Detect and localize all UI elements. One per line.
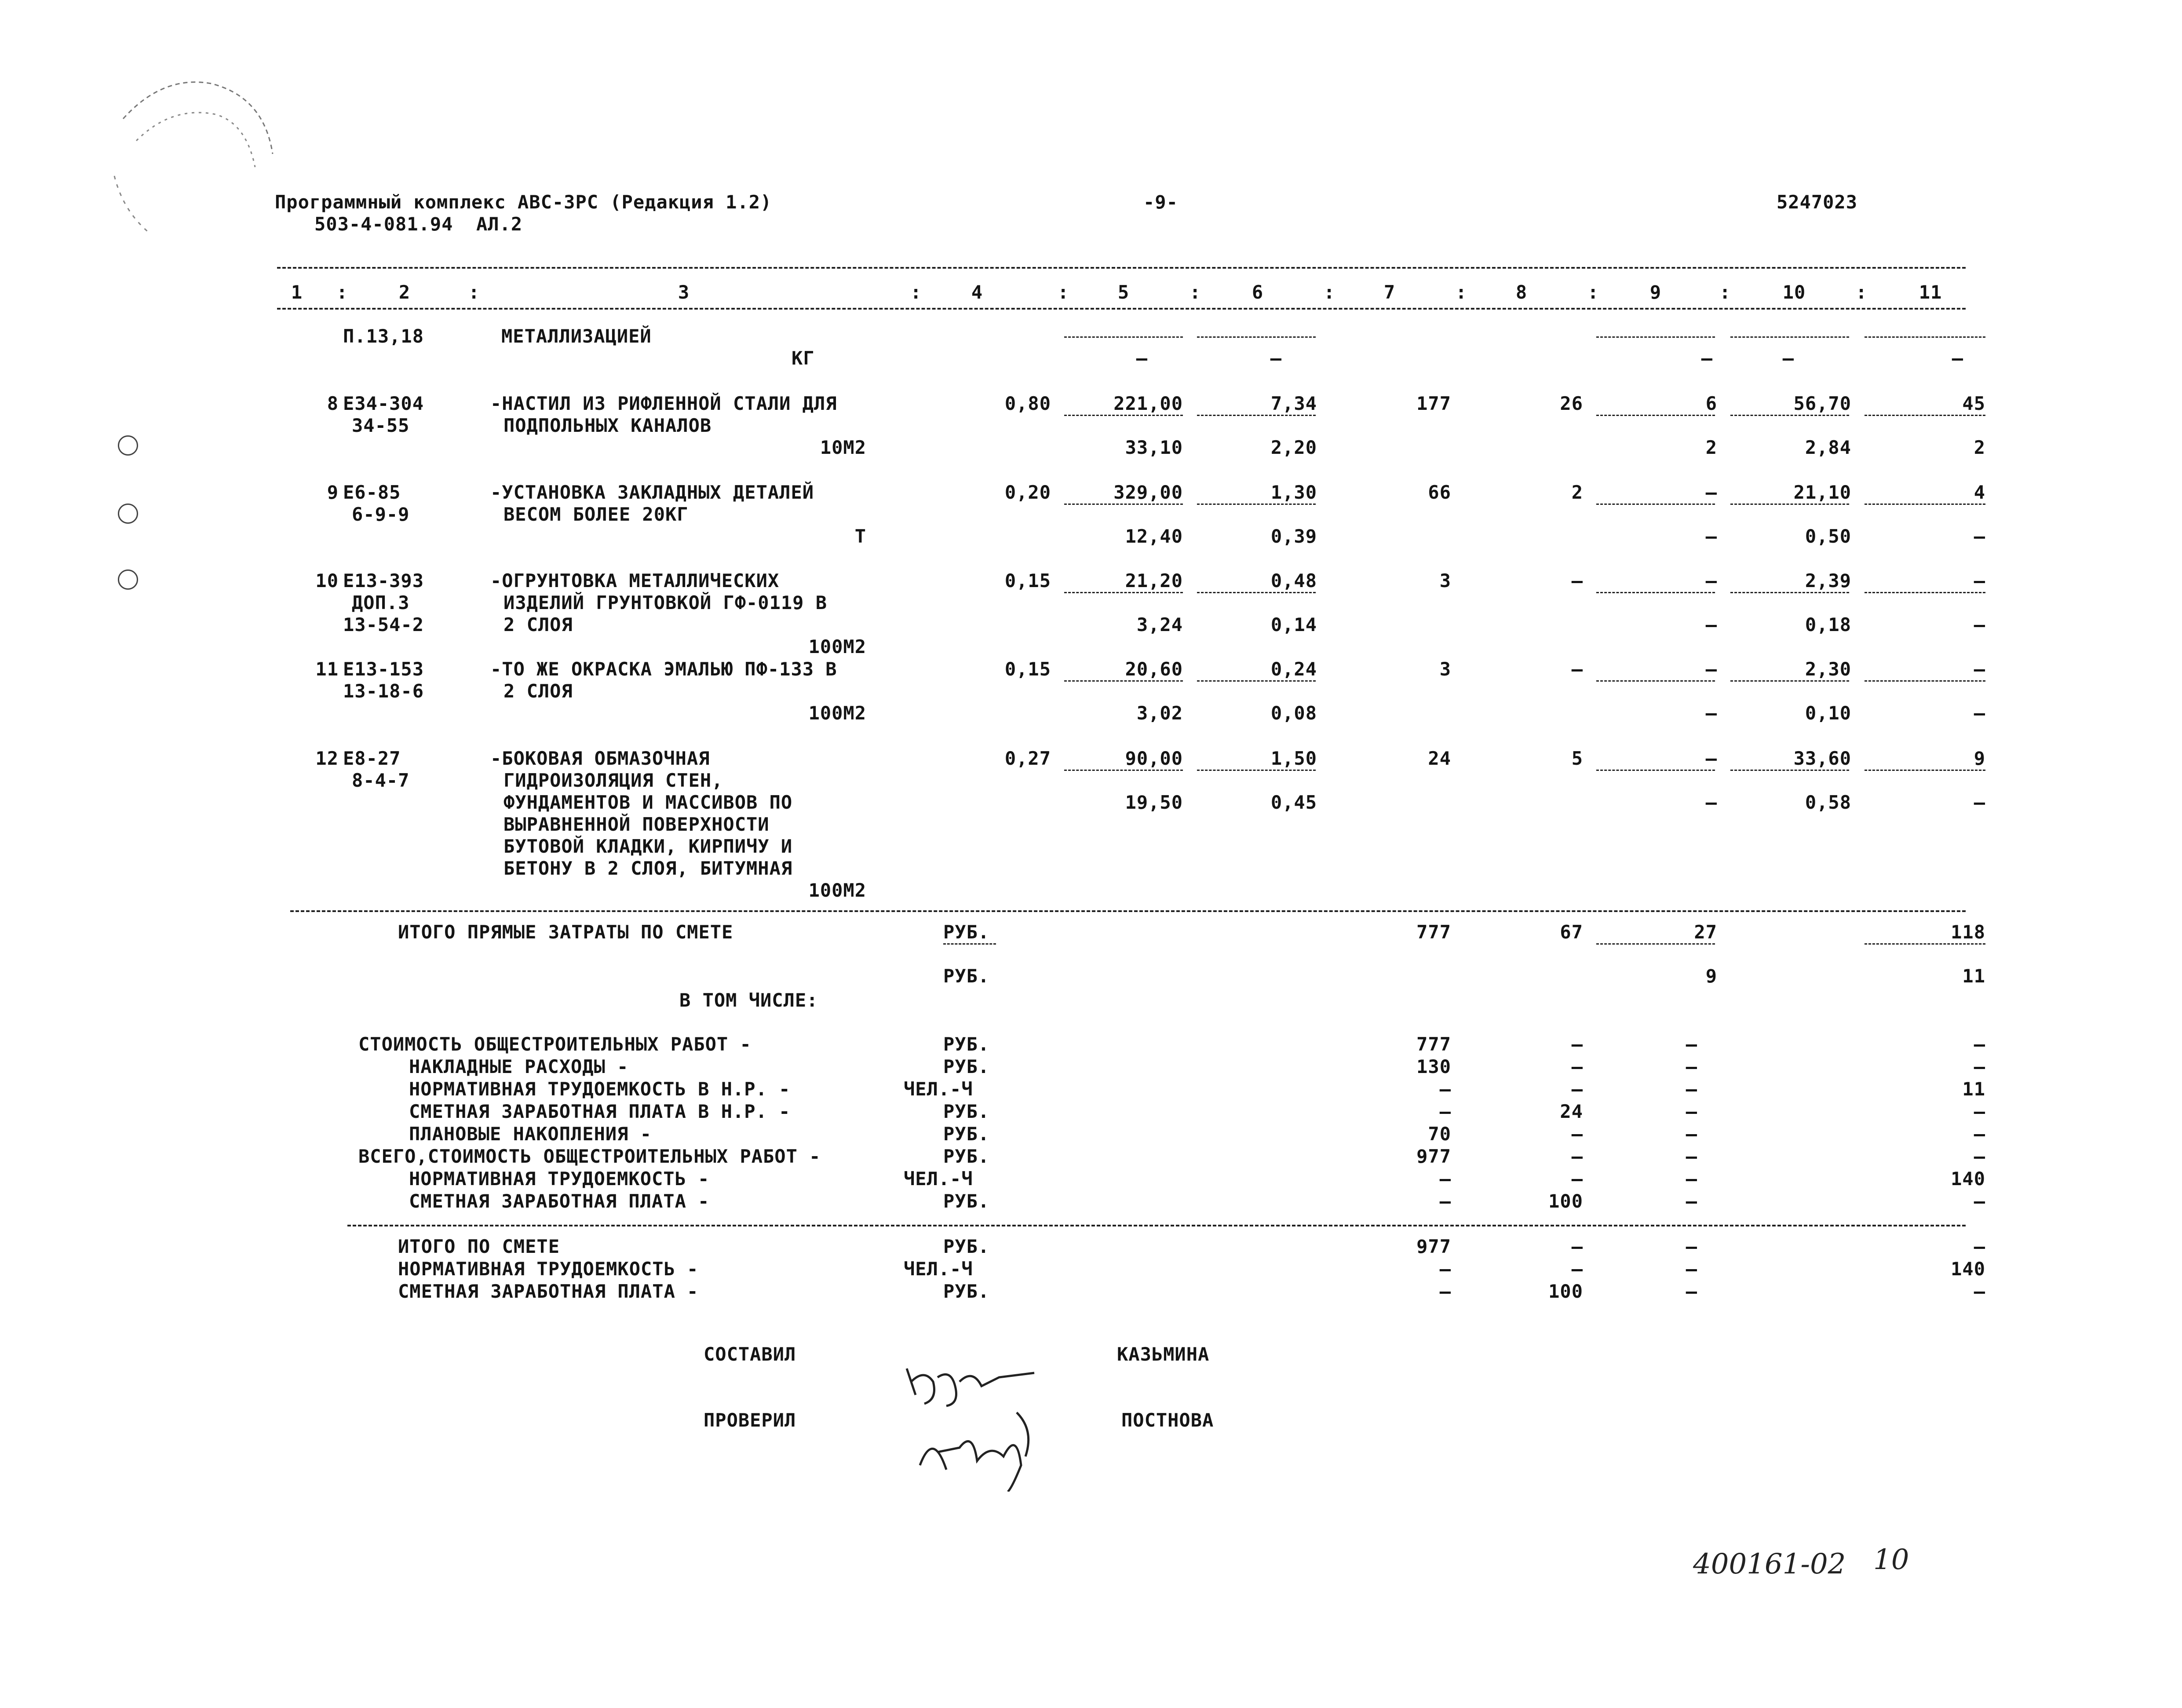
item-name: ПОДПОЛЬНЫХ КАНАЛОВ — [504, 415, 712, 436]
cell-divider — [1064, 336, 1183, 338]
checker-signature — [897, 1368, 1047, 1499]
cell-divider — [1865, 770, 1985, 771]
cell-value: – — [1974, 702, 1985, 724]
cell-value: 5 — [1571, 748, 1583, 769]
item-name: ИЗДЕЛИЙ ГРУНТОВКОЙ ГФ-0119 В — [504, 592, 828, 613]
cell-divider — [1197, 504, 1316, 505]
cell-value: – — [1439, 1078, 1451, 1100]
cell-value: – — [1686, 1168, 1697, 1190]
composed-label: СОСТАВИЛ — [704, 1343, 796, 1365]
cell-value: 140 — [1951, 1258, 1985, 1280]
total-label: НОРМАТИВНАЯ ТРУДОЕМКОСТЬ - — [398, 1258, 699, 1280]
table-header-rule — [277, 308, 1966, 310]
column-header-4: 4 — [971, 281, 983, 303]
item-name: ФУНДАМЕНТОВ И МАССИВОВ ПО — [504, 792, 793, 813]
column-divider: : — [1856, 281, 1868, 303]
cell-value: 24 — [1428, 748, 1451, 769]
cell-value: – — [1974, 1123, 1985, 1145]
cell-value: – — [1686, 1033, 1697, 1055]
cell-value: – — [1974, 1281, 1985, 1302]
breakdown-label: НОРМАТИВНАЯ ТРУДОЕМКОСТЬ В Н.Р. - — [409, 1078, 791, 1100]
item-name: -ОГРУНТОВКА МЕТАЛЛИЧЕСКИХ — [490, 570, 780, 591]
archive-number: 400161-02 — [1693, 1548, 1846, 1580]
cell-value: 177 — [1416, 393, 1451, 414]
cell-value: 140 — [1951, 1168, 1985, 1190]
cell-value: – — [1782, 347, 1794, 369]
column-divider: : — [1456, 281, 1467, 303]
cell-value: 0,08 — [1270, 702, 1317, 724]
cell-divider — [943, 943, 996, 945]
cell-value: 56,70 — [1793, 393, 1851, 414]
cell-divider — [1596, 592, 1715, 593]
cell-value: – — [1571, 1033, 1583, 1055]
column-header-5: 5 — [1117, 281, 1130, 303]
cell-divider — [1197, 680, 1316, 682]
column-divider: : — [1719, 281, 1731, 303]
cell-value: – — [1439, 1281, 1451, 1302]
cell-divider — [1865, 415, 1985, 416]
item-name: МЕТАЛЛИЗАЦИЕЙ — [501, 325, 652, 347]
cell-divider — [1730, 336, 1849, 338]
summary-rule — [347, 1225, 1966, 1226]
cell-value: 6 — [1705, 393, 1717, 414]
column-divider: : — [1587, 281, 1599, 303]
breakdown-label: СМЕТНАЯ ЗАРАБОТНАЯ ПЛАТА В Н.Р. - — [409, 1101, 791, 1122]
cell-value: 7,34 — [1270, 393, 1317, 414]
column-divider: : — [336, 281, 348, 303]
cell-value: – — [1686, 1281, 1697, 1302]
item-quantity: 0,20 — [1004, 482, 1051, 503]
cell-value: 9 — [1974, 748, 1985, 769]
item-code: Е34-304 — [343, 393, 424, 414]
cell-value: 118 — [1951, 921, 1985, 943]
breakdown-label: ВСЕГО,СТОИМОСТЬ ОБЩЕСТРОИТЕЛЬНЫХ РАБОТ - — [358, 1146, 821, 1167]
binder-hole — [118, 435, 138, 456]
cell-divider — [1197, 415, 1316, 416]
cell-value: 33,60 — [1793, 748, 1851, 769]
cell-value: 0,18 — [1805, 614, 1851, 635]
cell-value: – — [1705, 614, 1717, 635]
cell-value: 45 — [1962, 393, 1985, 414]
breakdown-unit: РУБ. — [943, 1033, 990, 1055]
item-code: Е8-27 — [343, 748, 401, 769]
column-divider: : — [910, 281, 922, 303]
item-name: -НАСТИЛ ИЗ РИФЛЕННОЙ СТАЛИ ДЛЯ — [490, 393, 837, 414]
cell-value: – — [1686, 1056, 1697, 1077]
cell-value: 0,50 — [1805, 526, 1851, 547]
column-header-8: 8 — [1515, 281, 1528, 303]
item-name: -УСТАНОВКА ЗАКЛАДНЫХ ДЕТАЛЕЙ — [490, 482, 814, 503]
item-code: 6-9-9 — [352, 504, 410, 525]
cell-divider — [1596, 943, 1715, 945]
project-number: 503-4-081.94 АЛ.2 — [314, 213, 523, 235]
cell-value: – — [1439, 1190, 1451, 1212]
page-number: -9- — [1143, 191, 1178, 213]
cell-divider — [1596, 504, 1715, 505]
totals-rule — [290, 910, 1966, 912]
cell-value: 11 — [1962, 1078, 1985, 1100]
cell-divider — [1865, 943, 1985, 945]
column-divider: : — [1190, 281, 1201, 303]
cell-value: – — [1974, 526, 1985, 547]
item-number: 8 — [327, 393, 339, 414]
cell-value: 3,24 — [1136, 614, 1183, 635]
cell-value: – — [1705, 702, 1717, 724]
item-quantity: 0,80 — [1004, 393, 1051, 414]
cell-value: 977 — [1416, 1146, 1451, 1167]
total-unit: РУБ. — [943, 1281, 990, 1302]
column-header-10: 10 — [1782, 281, 1806, 303]
cell-value: – — [1686, 1123, 1697, 1145]
cell-value: – — [1974, 1236, 1985, 1257]
sheet-number: 10 — [1873, 1544, 1909, 1576]
cell-divider — [1064, 504, 1183, 505]
cell-divider — [1064, 770, 1183, 771]
item-name: -ТО ЖЕ ОКРАСКА ЭМАЛЬЮ ПФ-133 В — [490, 658, 837, 680]
cell-value: – — [1571, 1123, 1583, 1145]
cell-value: – — [1439, 1101, 1451, 1122]
stamp-mark — [97, 66, 290, 251]
item-code: 13-54-2 — [343, 614, 424, 635]
cell-value: – — [1705, 748, 1717, 769]
cell-value: 66 — [1428, 482, 1451, 503]
cell-value: – — [1974, 614, 1985, 635]
item-code: 8-4-7 — [352, 770, 410, 791]
cell-value: – — [1974, 1101, 1985, 1122]
cell-value: – — [1686, 1236, 1697, 1257]
binder-hole — [118, 504, 138, 524]
cell-value: 3,02 — [1136, 702, 1183, 724]
breakdown-unit: РУБ. — [943, 1123, 990, 1145]
total-label: ИТОГО ПРЯМЫЕ ЗАТРАТЫ ПО СМЕТЕ — [398, 921, 733, 943]
cell-value: 11 — [1962, 965, 1985, 987]
cell-divider — [1064, 592, 1183, 593]
item-number: 12 — [315, 748, 339, 769]
cell-divider — [1596, 770, 1715, 771]
cell-value: 12,40 — [1125, 526, 1183, 547]
composer-name: КАЗЬМИНА — [1117, 1343, 1210, 1365]
cell-value: – — [1686, 1258, 1697, 1280]
cell-value: 1,50 — [1270, 748, 1317, 769]
column-header-2: 2 — [398, 281, 411, 303]
cell-value: 21,10 — [1793, 482, 1851, 503]
breakdown-unit: РУБ. — [943, 1146, 990, 1167]
item-name: ГИДРОИЗОЛЯЦИЯ СТЕН, — [504, 770, 723, 791]
cell-value: 221,00 — [1113, 393, 1183, 414]
item-code: Е13-393 — [343, 570, 424, 591]
breakdown-label: НАКЛАДНЫЕ РАСХОДЫ - — [409, 1056, 629, 1077]
cell-divider — [1865, 336, 1985, 338]
item-unit: Т — [854, 526, 866, 547]
cell-divider — [1730, 504, 1849, 505]
cell-value: – — [1705, 792, 1717, 813]
cell-value: 2 — [1571, 482, 1583, 503]
cell-value: – — [1571, 1146, 1583, 1167]
breakdown-unit: ЧЕЛ.-Ч — [904, 1078, 973, 1100]
cell-value: 33,10 — [1125, 437, 1183, 458]
cell-divider — [1197, 770, 1316, 771]
cell-value: 4 — [1974, 482, 1985, 503]
breakdown-unit: ЧЕЛ.-Ч — [904, 1168, 973, 1190]
cell-divider — [1865, 680, 1985, 682]
item-number: 10 — [315, 570, 339, 591]
breakdown-label: СТОИМОСТЬ ОБЩЕСТРОИТЕЛЬНЫХ РАБОТ - — [358, 1033, 752, 1055]
cell-value: – — [1571, 1056, 1583, 1077]
total-unit: РУБ. — [943, 965, 990, 987]
cell-value: 2,39 — [1805, 570, 1851, 591]
cell-value: – — [1571, 1258, 1583, 1280]
column-header-7: 7 — [1383, 281, 1396, 303]
checker-name: ПОСТНОВА — [1121, 1409, 1214, 1431]
total-unit: РУБ. — [943, 921, 990, 943]
cell-value: – — [1974, 1146, 1985, 1167]
item-reference: П.13,18 — [343, 325, 424, 347]
breakdown-unit: РУБ. — [943, 1101, 990, 1122]
cell-value: – — [1974, 792, 1985, 813]
cell-divider — [1730, 680, 1849, 682]
cell-value: 777 — [1416, 1033, 1451, 1055]
item-name: 2 СЛОЯ — [504, 680, 573, 702]
item-name: ВЕСОМ БОЛЕЕ 20КГ — [504, 504, 689, 525]
cell-value: 27 — [1694, 921, 1717, 943]
cell-value: 2 — [1705, 437, 1717, 458]
cell-value: – — [1686, 1101, 1697, 1122]
item-code: 34-55 — [352, 415, 410, 436]
table-top-rule — [277, 267, 1966, 269]
section-heading: В ТОМ ЧИСЛЕ: — [679, 989, 818, 1011]
cell-value: 21,20 — [1125, 570, 1183, 591]
total-label: ИТОГО ПО СМЕТЕ — [398, 1236, 560, 1257]
cell-divider — [1865, 592, 1985, 593]
breakdown-label: ПЛАНОВЫЕ НАКОПЛЕНИЯ - — [409, 1123, 652, 1145]
item-quantity: 0,27 — [1004, 748, 1051, 769]
document-code: 5247023 — [1777, 191, 1858, 213]
cell-value: 19,50 — [1125, 792, 1183, 813]
item-unit: 100М2 — [808, 880, 866, 901]
item-name: БЕТОНУ В 2 СЛОЯ, БИТУМНАЯ — [504, 858, 793, 879]
cell-value: – — [1571, 1236, 1583, 1257]
cell-divider — [1596, 415, 1715, 416]
column-divider: : — [1058, 281, 1069, 303]
cell-value: 70 — [1428, 1123, 1451, 1145]
cell-value: – — [1705, 526, 1717, 547]
cell-divider — [1865, 504, 1985, 505]
cell-value: – — [1686, 1078, 1697, 1100]
cell-value: 0,58 — [1805, 792, 1851, 813]
cell-value: 2,84 — [1805, 437, 1851, 458]
breakdown-unit: РУБ. — [943, 1056, 990, 1077]
column-header-9: 9 — [1649, 281, 1662, 303]
cell-value: – — [1571, 1078, 1583, 1100]
column-divider: : — [1324, 281, 1335, 303]
checked-label: ПРОВЕРИЛ — [704, 1409, 796, 1431]
cell-value: 0,48 — [1270, 570, 1317, 591]
column-divider: : — [468, 281, 480, 303]
cell-value: 0,45 — [1270, 792, 1317, 813]
cell-value: – — [1571, 570, 1583, 591]
cell-value: 100 — [1548, 1281, 1583, 1302]
cell-value: – — [1974, 570, 1985, 591]
item-name: ВЫРАВНЕННОЙ ПОВЕРХНОСТИ — [504, 814, 770, 835]
cell-value: – — [1974, 1033, 1985, 1055]
cell-divider — [1197, 336, 1316, 338]
cell-value: 0,14 — [1270, 614, 1317, 635]
cell-value: 3 — [1439, 658, 1451, 680]
binder-hole — [118, 569, 138, 590]
item-code: ДОП.3 — [352, 592, 410, 613]
cell-value: 26 — [1560, 393, 1583, 414]
cell-divider — [1064, 680, 1183, 682]
cell-divider — [1730, 592, 1849, 593]
cell-value: – — [1439, 1168, 1451, 1190]
cell-value: 2 — [1974, 437, 1985, 458]
breakdown-label: СМЕТНАЯ ЗАРАБОТНАЯ ПЛАТА - — [409, 1190, 710, 1212]
item-unit: 10М2 — [820, 437, 866, 458]
cell-value: – — [1701, 347, 1713, 369]
column-header-11: 11 — [1919, 281, 1942, 303]
cell-value: 20,60 — [1125, 658, 1183, 680]
cell-value: 1,30 — [1270, 482, 1317, 503]
cell-value: – — [1705, 570, 1717, 591]
cell-value: 0,24 — [1270, 658, 1317, 680]
cell-value: 100 — [1548, 1190, 1583, 1212]
cell-value: – — [1686, 1146, 1697, 1167]
item-quantity: 0,15 — [1004, 570, 1051, 591]
cell-value: 2,20 — [1270, 437, 1317, 458]
cell-value: 67 — [1560, 921, 1583, 943]
total-unit: ЧЕЛ.-Ч — [904, 1258, 973, 1280]
cell-value: 130 — [1416, 1056, 1451, 1077]
total-label: СМЕТНАЯ ЗАРАБОТНАЯ ПЛАТА - — [398, 1281, 699, 1302]
cell-value: – — [1705, 658, 1717, 680]
cell-divider — [1730, 415, 1849, 416]
cell-divider — [1596, 336, 1715, 338]
cell-value: 977 — [1416, 1236, 1451, 1257]
cell-value: – — [1136, 347, 1148, 369]
cell-value: – — [1705, 482, 1717, 503]
cell-value: 0,10 — [1805, 702, 1851, 724]
item-code: Е13-153 — [343, 658, 424, 680]
cell-value: 2,30 — [1805, 658, 1851, 680]
cell-value: 0,39 — [1270, 526, 1317, 547]
item-quantity: 0,15 — [1004, 658, 1051, 680]
breakdown-unit: РУБ. — [943, 1190, 990, 1212]
cell-value: – — [1571, 1168, 1583, 1190]
cell-value: 9 — [1705, 965, 1717, 987]
cell-value: – — [1974, 658, 1985, 680]
cell-value: – — [1571, 658, 1583, 680]
item-unit: 100М2 — [808, 702, 866, 724]
item-name: 2 СЛОЯ — [504, 614, 573, 635]
cell-value: – — [1439, 1258, 1451, 1280]
cell-value: 24 — [1560, 1101, 1583, 1122]
program-title: Программный комплекс АВС-3РС (Редакция 1.2) — [275, 191, 772, 213]
cell-value: 90,00 — [1125, 748, 1183, 769]
cell-divider — [1730, 770, 1849, 771]
cell-divider — [1596, 680, 1715, 682]
total-unit: РУБ. — [943, 1236, 990, 1257]
item-code: Е6-85 — [343, 482, 401, 503]
cell-value: – — [1974, 1190, 1985, 1212]
breakdown-label: НОРМАТИВНАЯ ТРУДОЕМКОСТЬ - — [409, 1168, 710, 1190]
cell-value: 777 — [1416, 921, 1451, 943]
cell-divider — [1197, 592, 1316, 593]
cell-value: – — [1974, 1056, 1985, 1077]
cell-value: 3 — [1439, 570, 1451, 591]
item-unit: КГ — [792, 347, 815, 369]
item-number: 11 — [315, 658, 339, 680]
item-unit: 100М2 — [808, 636, 866, 657]
item-name: БУТОВОЙ КЛАДКИ, КИРПИЧУ И — [504, 836, 793, 857]
item-number: 9 — [327, 482, 339, 503]
cell-value: – — [1686, 1190, 1697, 1212]
column-header-3: 3 — [678, 281, 690, 303]
column-header-6: 6 — [1252, 281, 1264, 303]
item-code: 13-18-6 — [343, 680, 424, 702]
cell-divider — [1064, 415, 1183, 416]
column-header-1: 1 — [291, 281, 303, 303]
cell-value: 329,00 — [1113, 482, 1183, 503]
cell-value: – — [1952, 347, 1963, 369]
cell-value: – — [1270, 347, 1282, 369]
item-name: -БОКОВАЯ ОБМАЗОЧНАЯ — [490, 748, 710, 769]
